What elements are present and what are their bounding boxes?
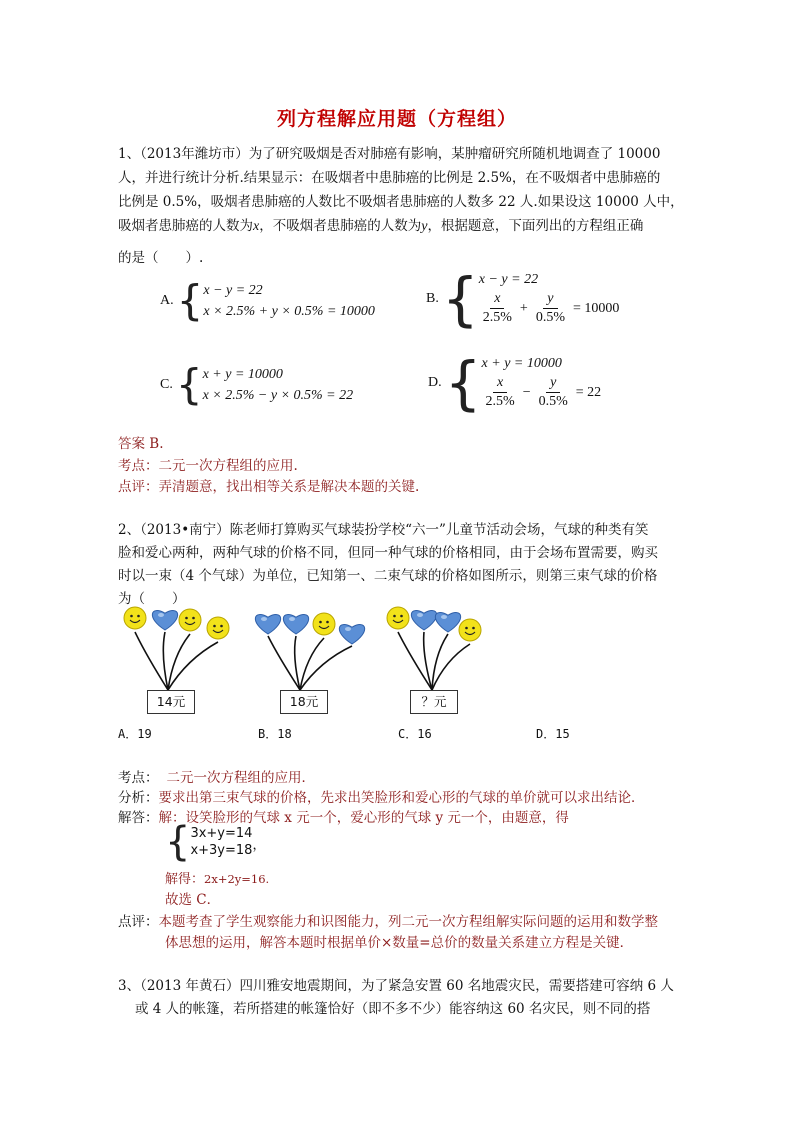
balloon-string [424,632,432,690]
left-brace: { [165,819,191,865]
q2-jiede: 解得：2x+2y=16. [165,872,270,887]
option-label: A. [160,293,174,308]
q1-dianping: 点评：弄清题意，找出相等关系是解决本题的关键. [118,479,420,495]
page-title: 列方程解应用题（方程组） [276,108,517,130]
q2-line-4: 为（ ） [118,591,186,607]
q1-line-5: 的是（ ）. [118,250,204,266]
balloon-string [432,634,448,690]
q2-line-2: 脸和爱心两种，两种气球的价格不同，但同一种气球的价格相同，由于会场布置需要，购买 [118,545,658,561]
left-brace: { [176,276,204,325]
equation-2: $\frac{x}{2.5\%}$ − $\frac{y}{0.5\%}$ = 22 [482,375,602,410]
q3-line-1: 3、（2013 年黄石）四川雅安地震期间，为了紧急安置 60 名地震灾民，需要搭建可容纳 6 人 [118,978,674,994]
equation-2: x × 2.5% − y × 0.5% = 22 [202,387,354,403]
equation-1: x + y = 10000 [202,366,283,382]
q3-line-2: 或 4 人的帐篷，若所搭建的帐篷恰好（即不多不少）能容纳这 60 名灾民，则不同的搭 [135,1001,651,1017]
heart-balloon-icon [411,611,436,630]
q2-guxuan: 故选 C． [165,892,221,908]
equation-1: x + y = 10000 [481,356,562,371]
equation-2: $\frac{x}{2.5\%}$ + $\frac{y}{0.5\%}$ = 10000 [479,291,620,326]
q2-line-1: 2、（2013•南宁）陈老师打算购买气球装扮学校“六一”儿童节活动会场，气球的种类有笑 [118,522,649,538]
q2-option-c: C．16 [398,727,432,741]
q2-jieda: 解答：解：设笑脸形的气球 x 元一个，爱心形的气球 y 元一个，由题意，得 [118,810,569,826]
var-x: x [253,219,260,234]
var-y: y [421,219,428,234]
equation-2: x × 2.5% + y × 0.5% = 10000 [203,303,375,319]
q2-dianping-cont: 体思想的运用，解答本题时根据单价×数量=总价的数量关系建立方程是关键． [165,935,634,951]
left-brace: { [444,349,482,417]
q2-line-3: 时以一束（4 个气球）为单位，已知第一、二束气球的价格如图所示，则第三束气球的价格 [118,568,658,584]
smiley-balloon-icon [459,619,481,641]
price-label-2: 18元 [280,690,328,714]
fraction: $\frac{y}{0.5\%}$ [538,375,568,409]
balloon-string [398,632,432,690]
fraction: $\frac{x}{2.5\%}$ [482,291,512,325]
q1-line-3: 比例是 0.5%，吸烟者患肺癌的人数比不吸烟者患肺癌的人数多 22 人.如果设这 10000 人中， [118,194,684,210]
q2-option-d: D．15 [536,727,570,741]
q2-equation-system: { 3x+y=14 x+3y=18 ， [165,819,266,865]
equation-1: 3x+y=14 [190,826,253,841]
fraction: $\frac{y}{0.5\%}$ [535,291,565,325]
balloon-string [432,644,470,690]
q1-line-1: 1、（2013年潍坊市）为了研究吸烟是否对肺癌有影响，某肿瘤研究所随机地调查了 10000 [118,146,661,162]
heart-balloon-icon [435,613,460,632]
left-brace: { [441,265,479,333]
q2-option-a: A．19 [118,727,152,741]
q1-line-4: 吸烟者患肺癌的人数为x，不吸烟者患肺癌的人数为y，根据题意，下面列出的方程组正确 [118,218,644,234]
q2-dianping: 点评：本题考查了学生观察能力和识图能力，列二元一次方程组解实际问题的运用和数学整 [118,914,658,930]
q2-option-b: B．18 [258,727,292,741]
price-label-3: ？元 [410,690,458,714]
left-brace: { [175,360,203,409]
option-label: B. [426,291,439,306]
price-label-1: 14元 [147,690,195,714]
smiley-balloon-icon [387,607,409,629]
equation-1: x − y = 22 [478,272,539,287]
equation-2: x+3y=18 [190,843,253,858]
q1-kaodian: 考点：二元一次方程组的应用. [118,458,298,474]
q1-line-2: 人，并进行统计分析.结果显示：在吸烟者中患肺癌的比例是 2.5%，在不吸烟者中患肺癌的 [118,170,661,186]
option-label: D. [428,375,442,390]
fraction: $\frac{x}{2.5\%}$ [485,375,515,409]
q2-kaodian: 考点： 二元一次方程组的应用． [118,770,315,786]
q2-fenxi: 分析：要求出第三束气球的价格，先求出笑脸形和爱心形的气球的单价就可以求出结论． [118,790,645,806]
option-label: C. [160,377,173,392]
equation-1: x − y = 22 [203,282,263,298]
q1-answer: 答案 B. [118,436,164,452]
